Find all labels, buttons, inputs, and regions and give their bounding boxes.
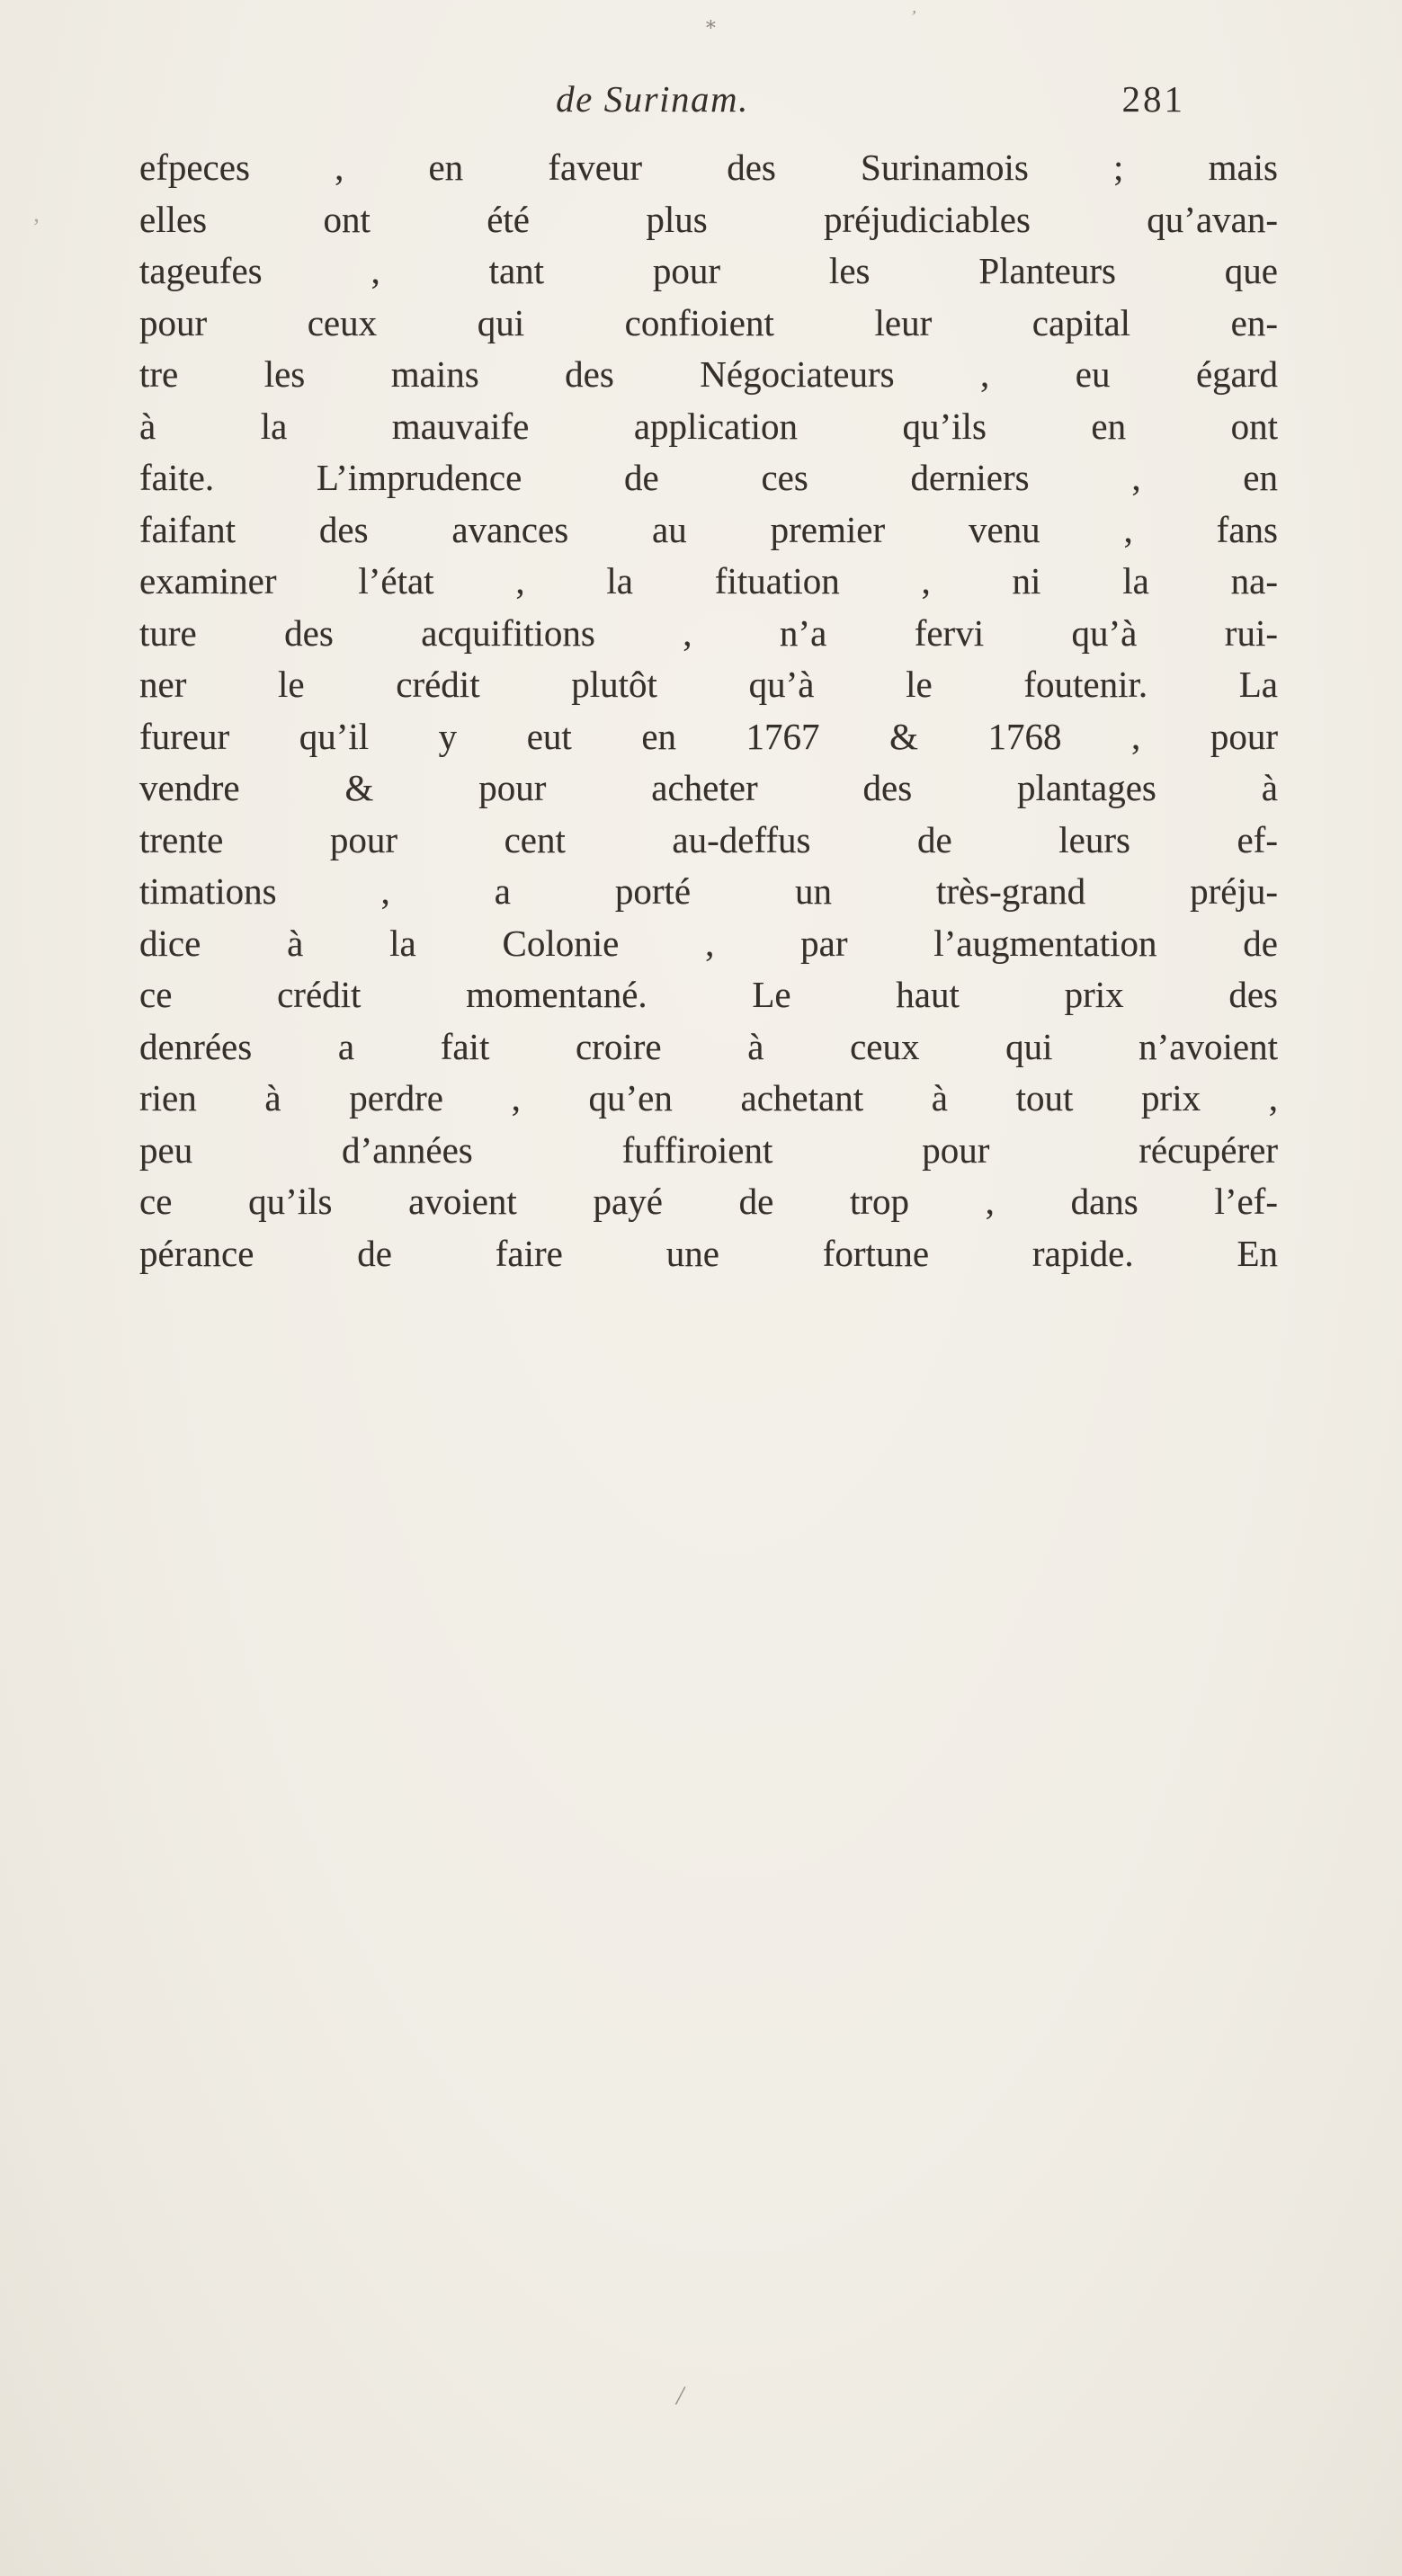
text-line: denrées a fait croire à ceux qui n’avoient: [139, 1025, 1278, 1067]
text-line: ner le crédit plutôt qu’à le foutenir. La: [139, 664, 1278, 705]
text-line: ce qu’ils avoient payé de trop , dans l’ef-: [139, 1181, 1278, 1222]
text-line: ce crédit momentané. Le haut prix des: [139, 974, 1278, 1015]
text-line: tageufes , tant pour les Planteurs que: [139, 250, 1278, 291]
text-line: rien à perdre , qu’en achetant à tout prix ,: [139, 1077, 1278, 1119]
text-line: examiner l’état , la fituation , ni la na-: [139, 560, 1278, 602]
text-line: peu d’années fuffiroient pour récupérer: [139, 1128, 1278, 1171]
scan-artifact: /: [676, 2381, 684, 2411]
text-line: faite. L’imprudence de ces derniers , en: [139, 457, 1278, 498]
page-header: [139, 77, 1277, 124]
text-line: ture des acquifitions , n’a fervi qu’à rui-: [139, 611, 1278, 654]
text-line: faifant des avances au premier venu , fans: [139, 508, 1278, 550]
text-line: trente pour cent au-deffus de leurs ef-: [139, 818, 1278, 860]
text-line: elles ont été plus préjudiciables qu’avan-: [139, 198, 1278, 240]
text-line: pérance de faire une fortune rapide. En: [139, 1232, 1278, 1274]
text-line: timations , a porté un très-grand préju-: [139, 870, 1278, 912]
body-text: [139, 142, 1278, 1279]
text-line: à la mauvaife application qu’ils en ont: [139, 405, 1278, 447]
text-line: tre les mains des Négociateurs , eu égard: [139, 353, 1278, 395]
scan-artifact: ’: [32, 214, 40, 240]
text-line: dice à la Colonie , par l’augmentation de: [139, 922, 1278, 964]
text-line: fureur qu’il y eut en 1767 & 1768 , pour: [139, 715, 1278, 757]
text-line: pour ceux qui confioient leur capital en-: [139, 301, 1278, 343]
text-line: efpeces , en faveur des Surinamois ; mais: [139, 147, 1278, 188]
text-line: vendre & pour acheter des plantages à: [139, 767, 1278, 808]
running-title: de Surinam.: [556, 78, 749, 120]
scan-artifact: ∗: [704, 13, 718, 35]
scan-artifact: ʼ: [907, 6, 918, 28]
page-number: 281: [1121, 78, 1185, 120]
